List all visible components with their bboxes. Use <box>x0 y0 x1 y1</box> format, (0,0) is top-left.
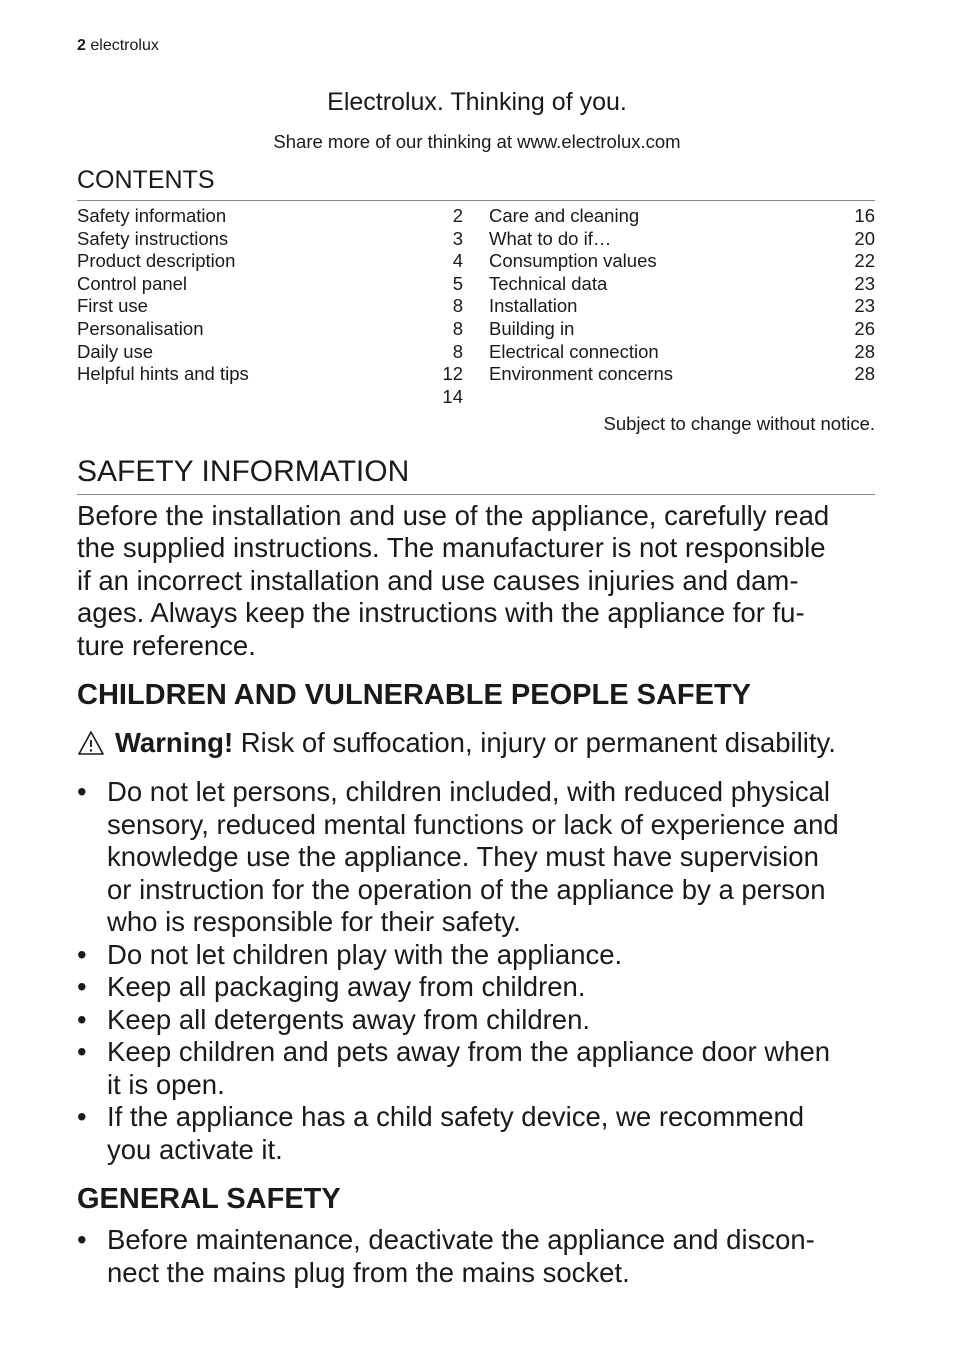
page-number: 2 <box>77 37 86 54</box>
toc-entry-page: 28 <box>854 363 875 385</box>
toc-entry <box>489 295 875 318</box>
toc-entry-page: 5 <box>452 272 463 294</box>
toc-entry-label: Product description <box>77 250 236 272</box>
bullet-dot: • <box>77 776 87 807</box>
list-item-line: Do not let children play with the appliance. <box>107 938 623 970</box>
toc-entry-label: What to do if… <box>489 227 612 249</box>
toc-entry-page: 22 <box>854 250 875 272</box>
intro-line: ages. Always keep the instructions with the appliance for fu- <box>77 597 805 629</box>
toc-entry-label: Technical data <box>489 272 608 294</box>
intro-line: Before the installation and use of the appliance, carefully read <box>77 500 830 531</box>
list-item-line: Before maintenance, deactivate the appliance and discon- <box>107 1224 815 1255</box>
bullet-dot: • <box>77 1101 87 1132</box>
toc-entry <box>77 250 463 273</box>
toc-entry <box>489 273 875 296</box>
toc-entry <box>489 228 875 251</box>
list-item-line: nect the mains plug from the mains socket. <box>107 1256 630 1288</box>
intro-line: the supplied instructions. The manufacturer is not responsible <box>77 532 826 564</box>
warning-triangle-icon <box>77 730 105 763</box>
warning-label: Warning! <box>115 727 234 758</box>
toc-entry <box>77 363 463 386</box>
toc-entry-page: 8 <box>452 317 463 339</box>
toc-entry <box>77 228 463 251</box>
toc-extra-page: 14 <box>442 385 463 407</box>
change-notice: Subject to change without notice. <box>603 413 875 434</box>
toc-entry-page: 20 <box>854 227 875 249</box>
warning-text: Risk of suffocation, injury or permanent disability. <box>233 727 836 758</box>
toc-entry-label: First use <box>77 295 148 317</box>
section-title-children-safety: CHILDREN AND VULNERABLE PEOPLE SAFETY <box>77 679 752 711</box>
safety-intro-paragraph <box>77 500 877 662</box>
warning-line <box>77 727 836 763</box>
section-title-general-safety: GENERAL SAFETY <box>77 1183 341 1215</box>
toc-entry <box>77 205 463 228</box>
contents-divider <box>77 200 875 201</box>
children-safety-list <box>77 776 882 1166</box>
list-item <box>77 1004 882 1037</box>
toc-entry-label: Consumption values <box>489 250 657 272</box>
toc-entry-page: 12 <box>442 363 463 385</box>
page-header <box>77 37 159 55</box>
toc-entry-page: 2 <box>452 205 463 226</box>
toc-entry-label: Safety instructions <box>77 227 229 249</box>
toc-entry <box>77 318 463 341</box>
brand-name: electrolux <box>90 37 159 54</box>
share-line: Share more of our thinking at www.electrolux.com <box>273 131 681 152</box>
list-item-line: it is open. <box>107 1068 225 1100</box>
list-item <box>77 971 882 1004</box>
toc-entry-label: Electrical connection <box>489 340 659 362</box>
general-safety-list <box>77 1224 882 1289</box>
bullet-dot: • <box>77 971 87 1002</box>
toc-left-column <box>77 205 463 408</box>
toc-entry <box>77 341 463 364</box>
list-item-line: who is responsible for their safety. <box>107 906 521 937</box>
bullet-dot: • <box>77 1036 87 1067</box>
toc-entry <box>77 295 463 318</box>
list-item-line: Keep children and pets away from the appliance door when <box>107 1036 831 1067</box>
list-item-line: Keep all packaging away from children. <box>107 971 586 1002</box>
bullet-dot: • <box>77 1003 87 1035</box>
contents-title: CONTENTS <box>77 166 215 194</box>
list-item-line: you activate it. <box>107 1133 283 1165</box>
toc-entry-page: 16 <box>854 205 875 226</box>
bullet-dot: • <box>77 1224 87 1255</box>
toc-entry-label: Personalisation <box>77 317 204 339</box>
list-item-line: knowledge use the appliance. They must have supervision <box>107 841 819 872</box>
intro-line: ture reference. <box>77 629 256 661</box>
toc-entry-page: 23 <box>854 295 875 317</box>
toc-entry-label: Safety information <box>77 205 227 226</box>
toc-entry-page: 3 <box>452 227 463 249</box>
list-item <box>77 939 882 972</box>
list-item-line: or instruction for the operation of the appliance by a person <box>107 873 826 905</box>
toc-entry-label: Helpful hints and tips <box>77 363 249 385</box>
toc-entry <box>489 250 875 273</box>
section-divider <box>77 494 875 495</box>
toc-entry-page: 28 <box>854 340 875 362</box>
toc-entry-label: Building in <box>489 317 575 339</box>
toc-entry <box>489 341 875 364</box>
list-item-line: sensory, reduced mental functions or lack of experience and <box>107 808 839 840</box>
toc-entry-label: Daily use <box>77 340 154 362</box>
bullet-dot: • <box>77 938 87 970</box>
list-item <box>77 1101 882 1166</box>
list-item <box>77 1036 882 1101</box>
toc-entry <box>489 318 875 341</box>
list-item <box>77 1224 882 1289</box>
toc-right-column <box>489 205 875 386</box>
toc-entry <box>489 363 875 386</box>
toc-entry-page: 4 <box>452 250 463 272</box>
toc-entry-page: 8 <box>452 295 463 317</box>
toc-entry-label: Installation <box>489 295 578 317</box>
list-item-line: If the appliance has a child safety device, we recommend <box>107 1101 805 1132</box>
toc-entry-label: Control panel <box>77 272 188 294</box>
section-title-safety-information: SAFETY INFORMATION <box>77 455 410 488</box>
toc-entry <box>489 205 875 228</box>
toc-entry-page: 26 <box>854 317 875 339</box>
list-item-line: Do not let persons, children included, with reduced physical <box>107 776 831 807</box>
toc-entry-label: Environment concerns <box>489 363 674 385</box>
list-item-line: Keep all detergents away from children. <box>107 1003 591 1035</box>
intro-line: if an incorrect installation and use causes injuries and dam- <box>77 564 799 596</box>
toc-entry-page: 8 <box>452 340 463 362</box>
toc-entry <box>77 273 463 296</box>
list-item <box>77 776 882 939</box>
toc-entry-page: 23 <box>854 272 875 294</box>
toc-entry-label: Care and cleaning <box>489 205 640 226</box>
tagline: Electrolux. Thinking of you. <box>327 88 627 116</box>
